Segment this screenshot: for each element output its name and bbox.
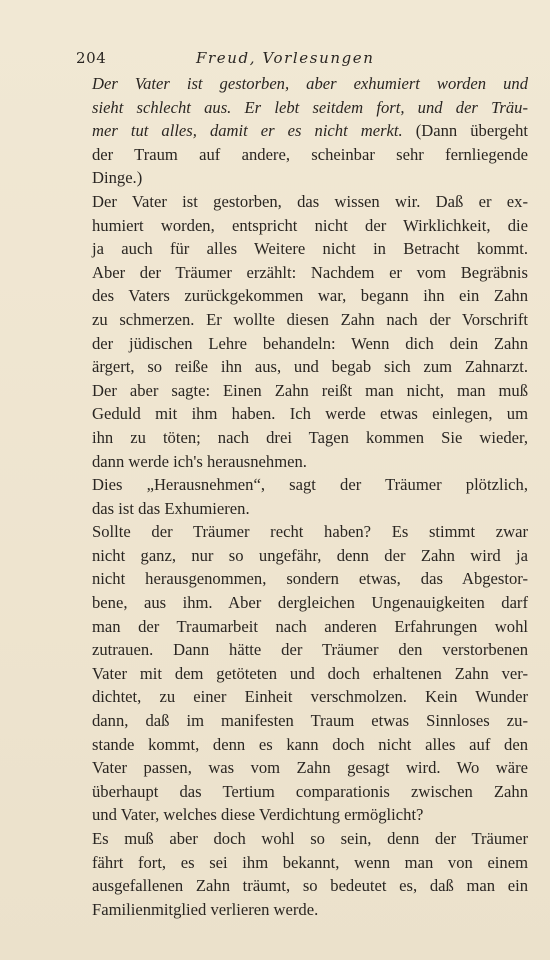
- text-line: [76, 166, 528, 190]
- italic-text: sieht schlecht aus. Er lebt seitdem fort, und der Träu-: [92, 97, 528, 117]
- italic-text: Der Vater ist gestorben, aber exhumiert worden und: [92, 74, 528, 93]
- text-line: [76, 662, 528, 686]
- text-line: [76, 780, 528, 804]
- text-run: (Dann übergeht: [402, 121, 528, 141]
- text-run: ihn zu töten; nach drei Tagen kommen Sie wieder,: [92, 427, 528, 447]
- text-line: [76, 851, 528, 875]
- paragraph: [76, 72, 528, 190]
- running-title: Freud, Vorlesungen: [196, 49, 375, 67]
- paragraph: [76, 827, 528, 921]
- text-run: ausgefallenen Zahn träumt, so bedeutet es, daß man ein: [92, 876, 528, 896]
- text-line: [76, 756, 528, 780]
- body-text: [76, 72, 528, 921]
- text-line: [76, 733, 528, 757]
- text-line: [76, 332, 528, 356]
- text-run: und Vater, welches diese Verdichtung ermöglicht?: [92, 805, 424, 825]
- text-line: [76, 190, 528, 214]
- text-run: ja auch für alles Weitere nicht in Betracht kommt.: [92, 239, 528, 259]
- text-line: [76, 379, 528, 403]
- text-run: fährt fort, es sei ihm bekannt, wenn man von einem: [92, 852, 528, 872]
- text-line: [76, 72, 528, 96]
- text-line: [76, 520, 528, 544]
- text-line: [76, 803, 528, 827]
- text-line: [76, 567, 528, 591]
- text-run: Dies „Herausnehmen“, sagt der Träumer plötzlich,: [92, 475, 528, 495]
- text-run: Familienmitglied verlieren werde.: [92, 899, 319, 919]
- paragraph: [76, 520, 528, 827]
- text-line: [76, 308, 528, 332]
- text-line: [76, 874, 528, 898]
- text-line: [76, 591, 528, 615]
- text-line: [76, 497, 528, 521]
- text-run: Es muß aber doch wohl so sein, denn der Träumer: [92, 829, 528, 848]
- text-line: [76, 237, 528, 261]
- text-line: [76, 214, 528, 238]
- text-run: stande kommt, denn es kann doch nicht alles auf den: [92, 734, 528, 754]
- text-run: überhaupt das Tertium comparationis zwischen Zahn: [92, 781, 528, 801]
- paragraph: [76, 473, 528, 520]
- text-run: man der Traumarbeit nach anderen Erfahrungen wohl: [92, 616, 528, 636]
- text-line: [76, 426, 528, 450]
- paragraph: [76, 190, 528, 473]
- text-line: [76, 898, 528, 922]
- text-line: [76, 473, 528, 497]
- italic-text: mer tut alles, damit er es nicht merkt.: [92, 121, 403, 141]
- text-run: ärgert, so reiße ihn aus, und begab sich zum Zahnarzt.: [92, 357, 528, 377]
- text-run: dann werde ich's herausnehmen.: [92, 451, 307, 471]
- text-run: nicht herausgenommen, sondern etwas, das Abgestor-: [92, 569, 528, 589]
- text-line: [76, 827, 528, 851]
- text-run: Geduld mit ihm haben. Ich werde etwas einlegen, um: [92, 404, 528, 424]
- text-run: Der aber sagte: Einen Zahn reißt man nicht, man muß: [92, 380, 528, 400]
- text-line: [76, 638, 528, 662]
- text-run: des Vaters zurückgekommen war, begann ihn ein Zahn: [92, 286, 528, 306]
- text-run: Sollte der Träumer recht haben? Es stimmt zwar: [92, 522, 528, 542]
- text-line: [76, 615, 528, 639]
- text-run: Der Vater ist gestorben, das wissen wir. Daß er ex-: [92, 191, 528, 211]
- text-line: [76, 450, 528, 474]
- text-run: dann, daß im manifesten Traum etwas Sinnloses zu-: [92, 711, 528, 731]
- text-line: [76, 284, 528, 308]
- text-line: [76, 261, 528, 285]
- text-line: [76, 355, 528, 379]
- page-header: [76, 46, 528, 70]
- text-run: humiert worden, entspricht nicht der Wirklichkeit, die: [92, 215, 528, 235]
- text-run: Aber der Träumer erzählt: Nachdem er vom Begräbnis: [92, 262, 528, 282]
- text-run: Dinge.): [92, 168, 143, 188]
- text-run: nicht ganz, nur so ungefähr, denn der Zahn wird ja: [92, 545, 528, 565]
- text-run: zu schmerzen. Er wollte diesen Zahn nach der Vorschrift: [92, 309, 528, 329]
- text-line: [76, 96, 528, 120]
- text-run: der Traum auf andere, scheinbar sehr fernliegende: [92, 144, 528, 164]
- text-line: [76, 402, 528, 426]
- text-run: der jüdischen Lehre behandeln: Wenn dich dein Zahn: [92, 333, 528, 353]
- text-line: [76, 143, 528, 167]
- text-line: [76, 119, 528, 143]
- text-line: [76, 709, 528, 733]
- text-line: [76, 544, 528, 568]
- text-run: Vater mit dem getöteten und doch erhaltenen Zahn ver-: [92, 663, 528, 683]
- text-run: das ist das Exhumieren.: [92, 498, 250, 518]
- text-run: dichtet, zu einer Einheit verschmolzen. Kein Wunder: [92, 687, 528, 707]
- text-line: [76, 685, 528, 709]
- text-run: Vater passen, was vom Zahn gesagt wird. Wo wäre: [92, 758, 528, 778]
- text-run: bene, aus ihm. Aber dergleichen Ungenauigkeiten darf: [92, 593, 528, 613]
- text-run: zutrauen. Dann hätte der Träumer den verstorbenen: [92, 640, 528, 660]
- page-number: 204: [76, 49, 107, 67]
